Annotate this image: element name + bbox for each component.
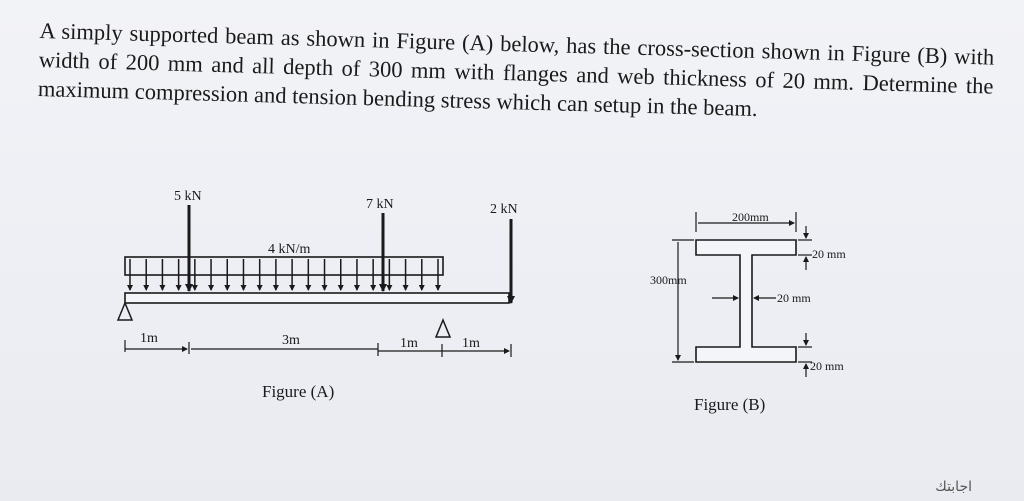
right-support: [436, 320, 450, 337]
watermark-logo: اجابتك: [935, 479, 972, 495]
figure-a-beam: [118, 189, 518, 401]
figure-b-caption: Figure (B): [694, 395, 766, 414]
span-2-label: 3m: [282, 333, 300, 348]
span-1-label: 1m: [140, 331, 158, 346]
depth-dimension: [672, 240, 694, 362]
figure-b-section: [650, 210, 846, 414]
web-label: 20 mm: [777, 291, 811, 305]
top-flange-dimension: [798, 226, 812, 270]
figure-a-caption: Figure (A): [262, 382, 335, 401]
span-dimensions: [125, 340, 511, 357]
span-3-label: 1m: [400, 336, 418, 351]
left-support: [118, 303, 132, 320]
width-label: 200mm: [732, 210, 769, 224]
load-2kn-label: 2 kN: [490, 202, 518, 217]
load-7kn-label: 7 kN: [366, 197, 394, 212]
bottom-flange-label: 20 mm: [810, 359, 844, 373]
load-5kn-label: 5 kN: [174, 189, 202, 204]
problem-text: A simply supported beam as shown in Figure (A) below, has the cross-section shown in Figure (B) with width of 200 mm and all depth of 300 mm with flanges and web thickness of 20 mm. Determine the maximum compression and tension bending stress which can setup in the beam.: [37, 17, 995, 122]
span-4-label: 1m: [462, 336, 480, 351]
udl-box: [125, 257, 443, 275]
udl-label: 4 kN/m: [268, 242, 311, 257]
depth-label: 300mm: [650, 273, 687, 287]
beam: [125, 293, 509, 303]
top-flange-label: 20 mm: [812, 247, 846, 261]
